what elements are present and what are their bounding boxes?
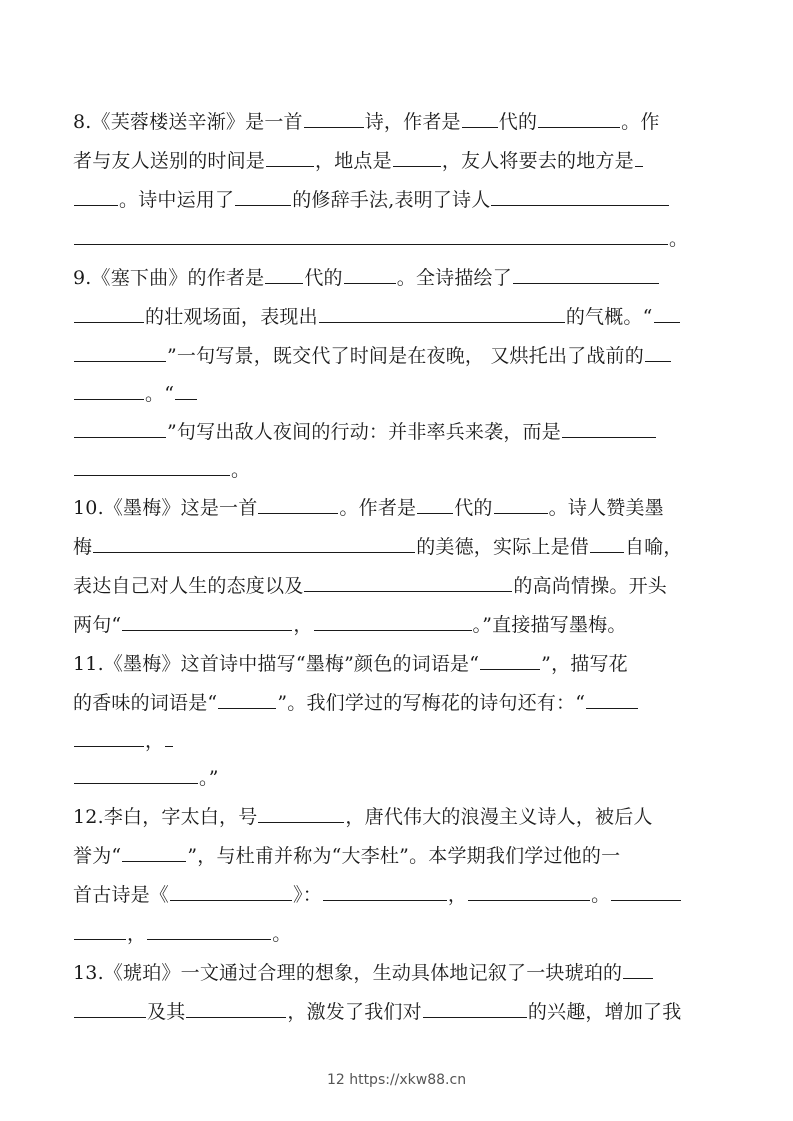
q10-text: 的美德，实际上是借	[416, 536, 590, 558]
q12-text: ，	[127, 923, 147, 945]
q9-text: 的气概。“	[565, 306, 653, 328]
q9-line-2	[73, 303, 681, 330]
q8-text: 代的	[498, 111, 538, 133]
q9-text: ”句写出敌人夜间的行动：并非率兵来袭，而是	[167, 421, 561, 443]
q8-line-4	[73, 225, 688, 252]
q8-line-3	[73, 186, 670, 213]
blank[interactable]	[513, 264, 659, 284]
q10-text: 表达自己对人生的态度以及	[73, 575, 304, 597]
q8-text: 诗，作者是	[364, 111, 461, 133]
q12-text: 》：	[293, 884, 322, 906]
q13-text: 及其	[147, 1001, 186, 1023]
blank[interactable]	[175, 380, 197, 400]
q8-line-2	[73, 147, 644, 174]
q9-line-4	[73, 380, 198, 407]
blank[interactable]	[491, 186, 669, 206]
q10-text: 两句“	[73, 614, 122, 636]
q12-line-4	[73, 920, 291, 947]
q13-line-2	[73, 998, 681, 1025]
q8-text: 。诗中运用了	[119, 189, 235, 211]
q11-text: ”。我们学过的写梅花的诗句还有：“	[277, 692, 586, 714]
blank[interactable]	[165, 727, 173, 747]
blank[interactable]	[314, 611, 472, 631]
q8-line-1	[73, 108, 660, 135]
q10-text: 梅	[73, 536, 93, 558]
blank[interactable]	[258, 494, 338, 514]
blank[interactable]	[304, 572, 512, 592]
q12-text: 。	[272, 923, 292, 945]
blank[interactable]	[218, 689, 276, 709]
blank[interactable]	[74, 456, 230, 476]
blank[interactable]	[590, 533, 624, 553]
q11-text: ”，描写花	[541, 653, 628, 675]
q13-text: 的兴趣，增加了我	[527, 1001, 682, 1023]
q10-text: 。”直接描写墨梅。	[472, 614, 627, 636]
q12-text: 12.李白，字太白，号	[73, 806, 258, 828]
q9-line-1	[73, 264, 660, 291]
q11-line-1	[73, 650, 628, 677]
blank[interactable]	[74, 998, 146, 1018]
blank[interactable]	[122, 842, 186, 862]
q9-text: 。全诗描绘了	[396, 267, 512, 289]
q13-line-1	[73, 959, 654, 986]
q8-text: 的修辞手法,表明了诗人	[292, 189, 491, 211]
q8-text: 8.《芙蓉楼送辛渐》是一首	[73, 111, 303, 133]
blank[interactable]	[462, 108, 498, 128]
q11-text: ，	[145, 730, 165, 752]
q10-text: ，	[293, 614, 313, 636]
q8-text: ，地点是	[315, 150, 392, 172]
blank[interactable]	[258, 803, 344, 823]
q8-text: 。	[669, 228, 689, 250]
blank[interactable]	[654, 303, 680, 323]
q8-text: 。作	[621, 111, 660, 133]
blank[interactable]	[93, 533, 415, 553]
blank[interactable]	[147, 920, 271, 940]
q12-line-1	[73, 803, 653, 830]
q11-line-2	[73, 689, 639, 716]
blank[interactable]	[635, 147, 643, 167]
q9-text: ”一句写景，既交代了时间是在夜晚， 又烘托出了战前的	[167, 345, 644, 367]
blank[interactable]	[235, 186, 291, 206]
blank[interactable]	[74, 920, 126, 940]
blank[interactable]	[74, 225, 668, 245]
q11-text: 11.《墨梅》这首诗中描写“墨梅”颜色的词语是“	[73, 653, 480, 675]
blank[interactable]	[74, 186, 118, 206]
blank[interactable]	[423, 998, 527, 1018]
q10-text: 自喻，	[625, 536, 683, 558]
q9-text: 代的	[304, 267, 343, 289]
blank[interactable]	[344, 264, 396, 284]
q11-text: 。”	[199, 767, 219, 789]
blank[interactable]	[393, 147, 441, 167]
blank[interactable]	[623, 959, 653, 979]
blank[interactable]	[611, 881, 681, 901]
blank[interactable]	[586, 689, 638, 709]
blank[interactable]	[494, 494, 548, 514]
blank[interactable]	[74, 727, 144, 747]
q9-text: 9.《塞下曲》的作者是	[73, 267, 265, 289]
blank[interactable]	[74, 418, 166, 438]
q10-text: 10.《墨梅》这是一首	[73, 497, 258, 519]
blank[interactable]	[74, 303, 144, 323]
blank[interactable]	[74, 380, 144, 400]
q13-text: 13.《琥珀》一文通过合理的想象，生动具体地记叙了一块琥珀的	[73, 962, 623, 984]
q10-line-3	[73, 572, 667, 599]
q9-line-6	[73, 456, 250, 483]
q12-text: 首古诗是《	[73, 884, 170, 906]
q8-text: 者与友人送别的时间是	[73, 150, 266, 172]
page-footer: 12 https://xkw88.cn	[326, 1072, 467, 1088]
q9-text: 的壮观场面，表现出	[145, 306, 318, 328]
blank[interactable]	[186, 998, 286, 1018]
blank[interactable]	[74, 342, 166, 362]
blank[interactable]	[562, 418, 656, 438]
q12-text: ，唐代伟大的浪漫主义诗人，被后人	[345, 806, 653, 828]
blank[interactable]	[538, 108, 620, 128]
blank[interactable]	[304, 108, 364, 128]
q12-line-2	[73, 842, 620, 869]
q10-text: 。作者是	[339, 497, 417, 519]
q9-line-3	[73, 342, 672, 369]
blank[interactable]	[323, 881, 447, 901]
q10-text: 的高尚情操。开头	[513, 575, 668, 597]
blank[interactable]	[480, 650, 540, 670]
blank[interactable]	[122, 611, 292, 631]
q12-text: 。	[591, 884, 611, 906]
blank[interactable]	[319, 303, 565, 323]
q11-line-3	[73, 727, 174, 754]
q11-line-4	[73, 764, 219, 791]
blank[interactable]	[265, 264, 303, 284]
blank[interactable]	[417, 494, 453, 514]
blank[interactable]	[266, 147, 314, 167]
q12-text: ”，与杜甫并称为“大李杜”。本学期我们学过他的一	[187, 845, 621, 867]
q12-line-3	[73, 881, 682, 908]
q9-text: 。	[231, 459, 251, 481]
q12-text: ，	[447, 884, 468, 906]
q9-text: 。“	[145, 383, 175, 405]
q10-text: 。诗人赞美墨	[548, 497, 664, 519]
blank[interactable]	[468, 881, 590, 901]
q13-text: ，激发了我们对	[287, 1001, 422, 1023]
blank[interactable]	[74, 764, 198, 784]
q10-line-4	[73, 611, 627, 638]
q11-text: 的香味的词语是“	[73, 692, 218, 714]
blank[interactable]	[170, 881, 292, 901]
q12-text: 誉为“	[73, 845, 122, 867]
q10-line-2	[73, 533, 683, 560]
blank[interactable]	[645, 342, 671, 362]
q10-line-1	[73, 494, 664, 521]
q8-text: ，友人将要去的地方是	[441, 150, 634, 172]
q9-line-5	[73, 418, 657, 445]
q10-text: 代的	[454, 497, 493, 519]
